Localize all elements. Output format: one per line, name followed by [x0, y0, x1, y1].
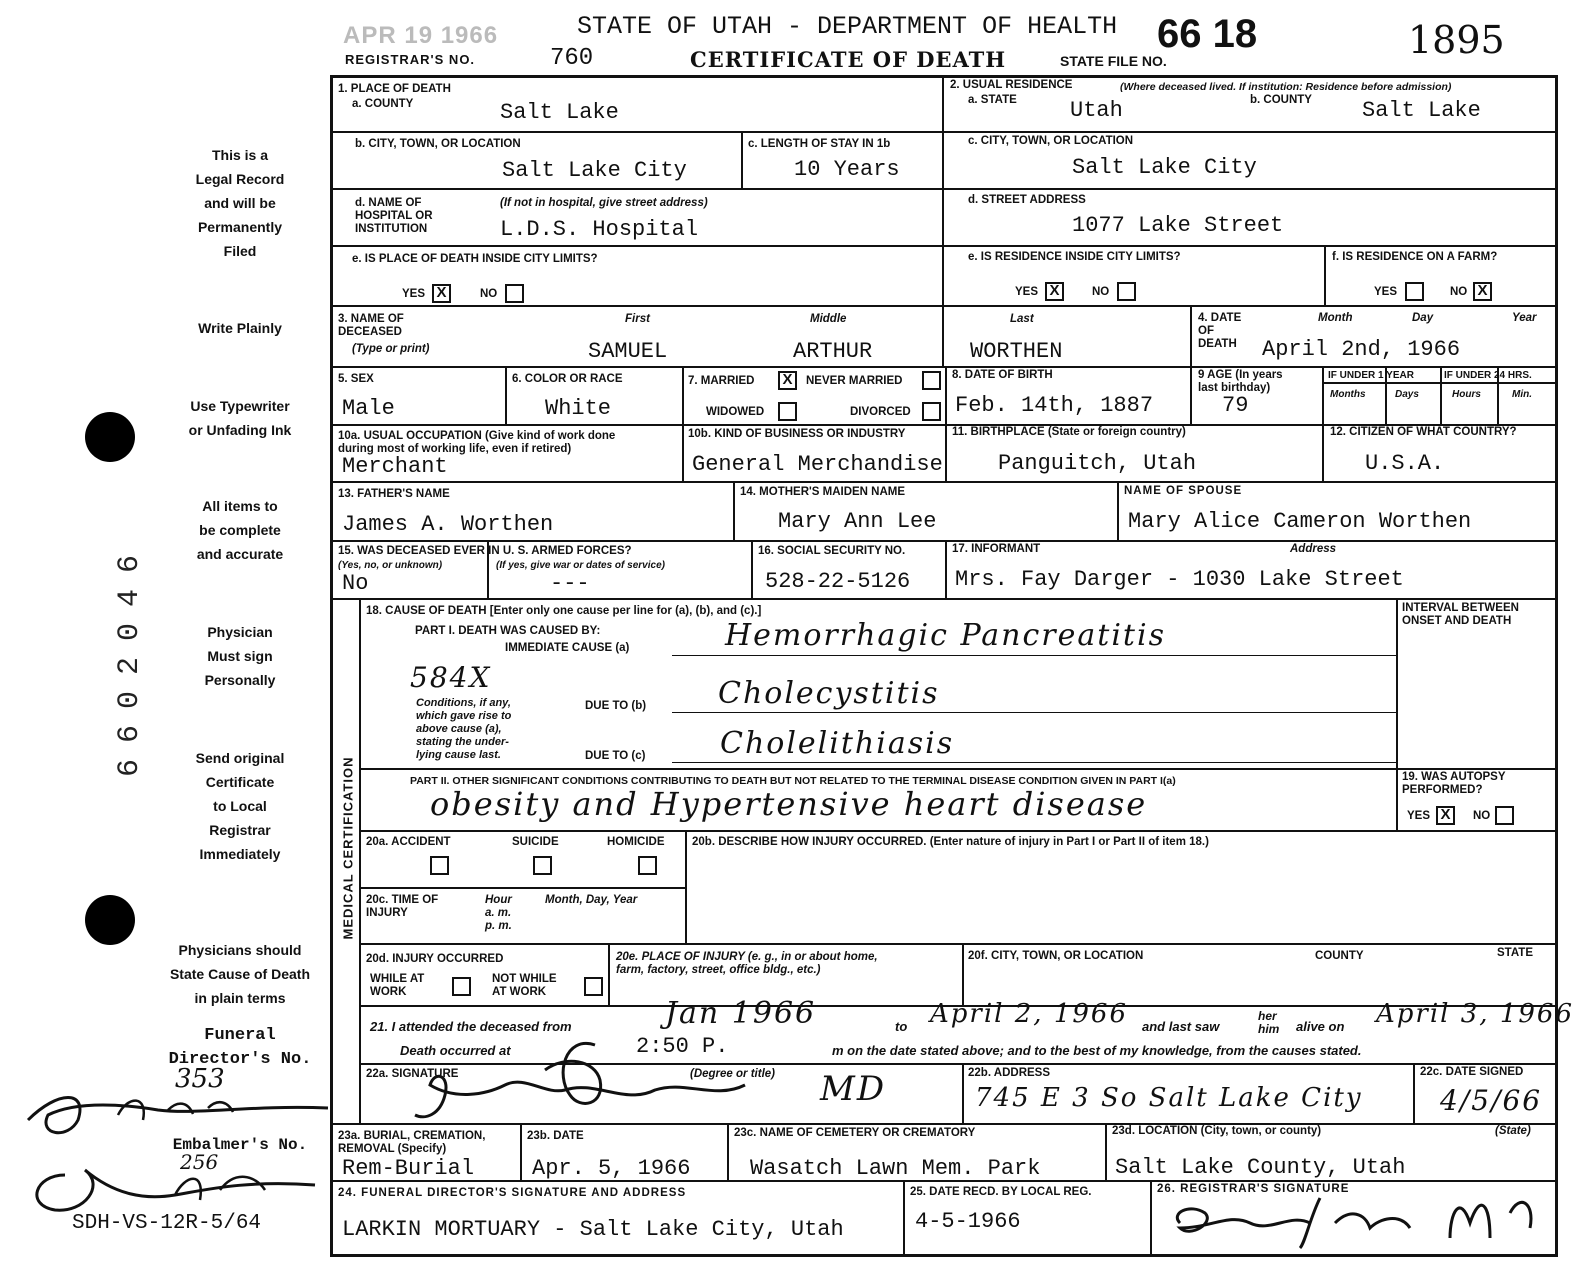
date-death-label: 4. DATE OF DEATH: [1198, 312, 1242, 350]
alive-on-label: alive on: [1296, 1019, 1345, 1034]
registrar-no: 760: [550, 45, 594, 72]
time-injury-label: 20c. TIME OF INJURY: [366, 894, 439, 919]
farm-yes-label: YES: [1374, 286, 1398, 298]
year-label: Year: [1512, 312, 1537, 324]
hour-label: Hour a. m. p. m.: [485, 894, 512, 932]
cause-of-death-label: 18. CAUSE OF DEATH [Enter only one cause per line for (a), (b), and (c).]: [366, 605, 762, 617]
min-label: Min.: [1512, 389, 1532, 400]
hospital-note: (If not in hospital, give street address): [500, 197, 708, 209]
autopsy-label: 19. WAS AUTOPSY PERFORMED?: [1402, 771, 1506, 796]
interval-label: INTERVAL BETWEEN ONSET AND DEATH: [1402, 602, 1519, 627]
certificate-title: CERTIFICATE OF DEATH: [690, 47, 1007, 72]
immediate-cause-value: Hemorrhagic Pancreatitis: [725, 618, 1166, 653]
armed-note-1: (Yes, no, or unknown): [338, 560, 443, 571]
occupation-value: Merchant: [342, 454, 448, 479]
age-label: 9 AGE (In years last birthday): [1198, 369, 1283, 394]
embalmer-label: Embalmer's No.: [172, 1136, 308, 1154]
birthplace-label: 11. BIRTHPLACE (State or foreign country): [952, 426, 1186, 438]
divorced-label: DIVORCED: [850, 406, 911, 418]
embalmer-no: 256: [180, 1150, 219, 1174]
birthplace-value: Panguitch, Utah: [998, 451, 1197, 476]
inside-city-label: e. IS PLACE OF DEATH INSIDE CITY LIMITS?: [352, 253, 598, 265]
street-value: 1077 Lake Street: [1072, 213, 1284, 238]
race-label: 6. COLOR OR RACE: [512, 373, 623, 385]
cemetery-value: Wasatch Lawn Mem. Park: [750, 1156, 1041, 1181]
hospital-label: d. NAME OF HOSPITAL OR INSTITUTION: [355, 197, 433, 235]
usual-residence-note: (Where deceased lived. If institution: Residence before admission): [1120, 81, 1452, 93]
funeral-director-signature: [18, 1080, 338, 1145]
autopsy-yes-checkbox[interactable]: X: [1436, 806, 1455, 825]
day-label: Day: [1412, 312, 1434, 324]
first-label: First: [625, 313, 650, 325]
cause-b-value: Cholecystitis: [718, 676, 940, 711]
mother-label: 14. MOTHER'S MAIDEN NAME: [740, 486, 906, 498]
inside-no-checkbox[interactable]: [505, 284, 524, 303]
autopsy-yes-label: YES: [1407, 810, 1431, 822]
suicide-label: SUICIDE: [512, 836, 559, 848]
res-inside-no-label: NO: [1092, 286, 1110, 298]
accident-checkbox[interactable]: [430, 856, 449, 875]
funeral-director-value: LARKIN MORTUARY - Salt Lake City, Utah: [342, 1217, 844, 1242]
last-label: Last: [1010, 313, 1034, 325]
length-stay-value: 10 Years: [794, 157, 900, 182]
injury-county-label: COUNTY: [1315, 950, 1364, 962]
dob-value: Feb. 14th, 1887: [955, 393, 1154, 418]
divorced-checkbox[interactable]: [922, 402, 941, 421]
res-inside-yes-label: YES: [1015, 286, 1039, 298]
informant-address-label: Address: [1290, 543, 1337, 555]
citizen-label: 12. CITIZEN OF WHAT COUNTRY?: [1330, 426, 1517, 438]
burial-label: 23a. BURIAL, CREMATION, REMOVAL (Specify): [338, 1130, 486, 1155]
county-label: a. COUNTY: [352, 98, 414, 110]
days-label: Days: [1395, 389, 1419, 400]
vertical-serial-number: 6602046: [113, 538, 147, 777]
state-file-label: STATE FILE NO.: [1060, 53, 1167, 69]
note-physicians-state: Physicians should State Cause of Death in plain terms: [169, 942, 311, 1006]
conditions-label: Conditions, if any, which gave rise to above cause (a), stating the under- lying cause last.: [416, 697, 512, 761]
not-while-at-work-checkbox[interactable]: [584, 977, 603, 996]
hospital-value: L.D.S. Hospital: [500, 217, 699, 242]
place-injury-label: 20e. PLACE OF INJURY (e. g., in or about home, farm, factory, street, office bldg., etc.): [616, 951, 878, 976]
occupation-label: 10a. USUAL OCCUPATION (Give kind of work done during most of working life, even if retired): [338, 430, 616, 455]
last-saw-label: and last saw: [1142, 1019, 1220, 1034]
month-label: Month: [1318, 312, 1353, 324]
months-label: Months: [1330, 389, 1366, 400]
note-items-complete: All items to be complete and accurate: [196, 498, 284, 562]
registrar-label: REGISTRAR'S NO.: [345, 52, 476, 67]
res-county-value: Salt Lake: [1362, 98, 1481, 123]
never-married-label: NEVER MARRIED: [806, 375, 903, 387]
business-label: 10b. KIND OF BUSINESS OR INDUSTRY: [688, 428, 906, 440]
registrar-signature: [1160, 1183, 1550, 1255]
res-state-label: a. STATE: [968, 94, 1017, 106]
due-to-b-label: DUE TO (b): [585, 700, 647, 712]
armed-note-2: (If yes, give war or dates of service): [496, 560, 665, 571]
business-value: General Merchandise: [692, 452, 943, 477]
suicide-checkbox[interactable]: [533, 856, 552, 875]
describe-injury-label: 20b. DESCRIBE HOW INJURY OCCURRED. (Enter nature of injury in Part I or Part II of item 18.): [692, 836, 1209, 848]
name-label: 3. NAME OF DECEASED: [338, 313, 404, 338]
attended-label: 21. I attended the deceased from: [370, 1019, 572, 1034]
location-state-label: (State): [1495, 1125, 1531, 1137]
spouse-value: Mary Alice Cameron Worthen: [1128, 509, 1472, 534]
while-at-work-checkbox[interactable]: [452, 977, 471, 996]
funeral-director-sig-label: 24. FUNERAL DIRECTOR'S SIGNATURE AND ADDRESS: [338, 1187, 687, 1199]
date-received-label: 25. DATE RECD. BY LOCAL REG.: [910, 1186, 1092, 1198]
middle-name-value: ARTHUR: [793, 339, 873, 364]
ssn-value: 528-22-5126: [765, 569, 911, 594]
place-of-death-label: 1. PLACE OF DEATH: [338, 83, 451, 95]
res-state-value: Utah: [1070, 98, 1123, 123]
res-inside-yes-checkbox[interactable]: X: [1045, 282, 1064, 301]
inside-no-label: NO: [480, 288, 498, 300]
sex-label: 5. SEX: [338, 373, 374, 385]
married-checkbox[interactable]: X: [778, 371, 797, 390]
hours-label: Hours: [1452, 389, 1481, 400]
cemetery-label: 23c. NAME OF CEMETERY OR CREMATORY: [734, 1127, 976, 1139]
armed-value: No: [342, 571, 369, 596]
alive-on-value: April 3, 1966: [1376, 999, 1574, 1029]
length-stay-label: c. LENGTH OF STAY IN 1b: [748, 138, 891, 150]
county-value: Salt Lake: [500, 100, 619, 125]
first-name-value: SAMUEL: [588, 339, 668, 364]
note-write-plainly: Write Plainly: [198, 320, 282, 336]
usual-residence-label: 2. USUAL RESIDENCE: [950, 79, 1073, 91]
while-at-work-label: WHILE AT WORK: [370, 973, 425, 998]
res-county-label: b. COUNTY: [1250, 94, 1312, 106]
icd-code: 584X: [410, 661, 492, 694]
citizen-value: U.S.A.: [1365, 451, 1445, 476]
never-married-checkbox[interactable]: [922, 371, 941, 390]
embalmer-signature: [25, 1155, 325, 1225]
note-legal-record: This is a Legal Record and will be Permanently Filed: [195, 147, 285, 259]
physician-signature: [395, 1025, 775, 1125]
armed-service-value: ---: [550, 571, 590, 596]
on-date-stated-label: m on the date stated above; and to the best of my knowledge, from the causes stated.: [832, 1043, 1362, 1058]
form-id: SDH-VS-12R-5/64: [72, 1212, 262, 1235]
attended-to-value: April 2, 1966: [930, 999, 1128, 1029]
middle-label: Middle: [810, 313, 847, 325]
location-label: 23d. LOCATION (City, town, or county): [1112, 1125, 1322, 1137]
degree-label: (Degree or title): [690, 1068, 775, 1080]
funeral-director-label: Funeral Director's No.: [168, 1026, 312, 1069]
note-send-original: Send original Certificate to Local Registrar Immediately: [195, 750, 285, 862]
physician-address-label: 22b. ADDRESS: [968, 1067, 1051, 1079]
injury-state-label: STATE: [1497, 947, 1533, 959]
armed-forces-label: 15. WAS DECEASED EVER IN U. S. ARMED FORCES?: [338, 545, 632, 557]
mother-value: Mary Ann Lee: [778, 509, 937, 534]
spouse-label: NAME OF SPOUSE: [1124, 485, 1243, 497]
file-number: 1895: [1408, 18, 1505, 62]
injury-occurred-label: 20d. INJURY OCCURRED: [366, 953, 504, 965]
inside-yes-checkbox[interactable]: X: [432, 284, 451, 303]
farm-no-label: NO: [1450, 286, 1468, 298]
accident-label: 20a. ACCIDENT: [366, 836, 451, 848]
father-value: James A. Worthen: [342, 512, 554, 537]
dob-label: 8. DATE OF BIRTH: [952, 369, 1053, 381]
not-while-at-work-label: NOT WHILE AT WORK: [492, 973, 557, 998]
note-physician-sign: Physician Must sign Personally: [204, 624, 276, 688]
married-label: 7. MARRIED: [688, 375, 755, 387]
date-signed-value: 4/5/66: [1440, 1084, 1543, 1117]
age-value: 79: [1222, 393, 1249, 418]
city-label: b. CITY, TOWN, OR LOCATION: [355, 138, 521, 150]
informant-value: Mrs. Fay Darger - 1030 Lake Street: [955, 567, 1404, 592]
registrar-signature-label: 26. REGISTRAR'S SIGNATURE: [1157, 1183, 1350, 1195]
physician-address-value: 745 E 3 So Salt Lake City: [975, 1083, 1363, 1113]
last-name-value: WORTHEN: [970, 339, 1063, 364]
immediate-cause-label: IMMEDIATE CAUSE (a): [505, 642, 630, 654]
stamp-date: APR 19 1966: [343, 22, 499, 49]
location-value: Salt Lake County, Utah: [1115, 1155, 1406, 1180]
date-signed-label: 22c. DATE SIGNED: [1420, 1066, 1524, 1078]
due-to-c-label: DUE TO (c): [585, 750, 646, 762]
her-him-label: her him: [1258, 1009, 1280, 1036]
ssn-label: 16. SOCIAL SECURITY NO.: [758, 545, 906, 557]
informant-label: 17. INFORMANT: [952, 543, 1041, 555]
race-value: White: [545, 396, 612, 421]
sex-value: Male: [342, 396, 395, 421]
res-city-value: Salt Lake City: [1072, 155, 1257, 180]
type-print-label: (Type or print): [352, 343, 430, 355]
punch-hole-top: [85, 412, 135, 462]
to-label: to: [895, 1019, 908, 1034]
file-prefix: 66 18: [1157, 12, 1258, 56]
homicide-label: HOMICIDE: [607, 836, 665, 848]
death-date-value: April 2nd, 1966: [1262, 337, 1461, 362]
father-label: 13. FATHER'S NAME: [338, 488, 450, 500]
cause-c-value: Cholelithiasis: [720, 726, 955, 761]
death-occurred-at-label: Death occurred at: [400, 1043, 511, 1058]
farm-no-checkbox[interactable]: X: [1473, 282, 1492, 301]
city-injury-label: 20f. CITY, TOWN, OR LOCATION: [968, 950, 1144, 962]
under-24-hrs-label: IF UNDER 24 HRS.: [1444, 370, 1532, 381]
res-inside-label: e. IS RESIDENCE INSIDE CITY LIMITS?: [968, 251, 1181, 263]
signature-degree-value: MD: [820, 1069, 887, 1109]
date-received-value: 4-5-1966: [915, 1209, 1021, 1234]
burial-value: Rem-Burial: [342, 1156, 475, 1181]
inside-yes-label: YES: [402, 288, 426, 300]
punch-hole-bottom: [85, 895, 135, 945]
city-value: Salt Lake City: [502, 158, 687, 183]
farm-yes-checkbox[interactable]: [1405, 282, 1424, 301]
widowed-label: WIDOWED: [706, 406, 765, 418]
street-label: d. STREET ADDRESS: [968, 194, 1086, 206]
attended-from-value: Jan 1966: [665, 996, 817, 1031]
autopsy-no-label: NO: [1473, 810, 1491, 822]
time-of-death-value: 2:50 P.: [636, 1034, 729, 1059]
part-2-label: PART II. OTHER SIGNIFICANT CONDITIONS CONTRIBUTING TO DEATH BUT NOT RELATED TO THE TERMINAL DISEASE CONDITION GIVEN IN PART I(a): [410, 775, 1176, 787]
widowed-checkbox[interactable]: [778, 402, 797, 421]
state-dept-title: STATE OF UTAH - DEPARTMENT OF HEALTH: [577, 12, 1118, 41]
homicide-checkbox[interactable]: [638, 856, 657, 875]
signature-label: 22a. SIGNATURE: [366, 1068, 459, 1080]
autopsy-no-checkbox[interactable]: [1495, 806, 1514, 825]
burial-date-label: 23b. DATE: [527, 1130, 584, 1142]
part-1-label: PART I. DEATH WAS CAUSED BY:: [415, 625, 601, 637]
note-typewriter: Use Typewriter or Unfading Ink: [188, 398, 292, 438]
part-2-value: obesity and Hypertensive heart disease: [430, 785, 1148, 823]
medical-certification-label: MEDICAL CERTIFICATION: [340, 756, 356, 940]
funeral-director-no: 353: [175, 1064, 225, 1094]
res-inside-no-checkbox[interactable]: [1117, 282, 1136, 301]
under-1-year-label: IF UNDER 1 YEAR: [1328, 370, 1414, 381]
res-city-label: c. CITY, TOWN, OR LOCATION: [968, 135, 1134, 147]
burial-date-value: Apr. 5, 1966: [532, 1156, 691, 1181]
month-day-year-label: Month, Day, Year: [545, 894, 638, 906]
farm-label: f. IS RESIDENCE ON A FARM?: [1332, 251, 1498, 263]
